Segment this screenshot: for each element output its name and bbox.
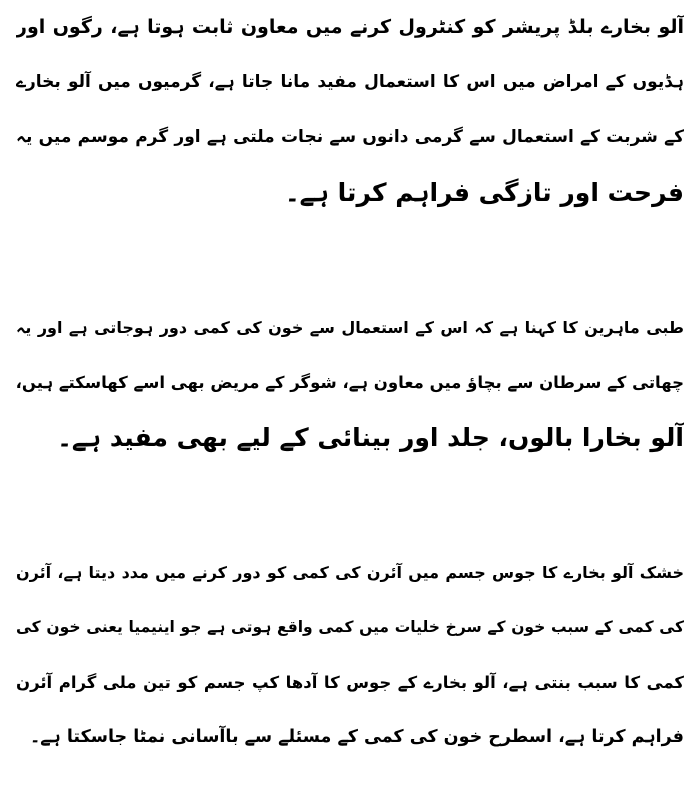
paragraph-line: فراہم کرتا ہے، اسطرح خون کی کمی کے مسئلے سے باآسانی نمٹا جاسکتا ہے۔: [30, 727, 684, 747]
paragraph-line: ہڈیوں کے امراض میں اس کا استعمال مفید مانا جاتا ہے، گرمیوں میں آلو بخارے: [16, 72, 684, 92]
paragraph-2: [16, 300, 684, 465]
paragraph-line: کمی کا سبب بنتی ہے، آلو بخارے کے جوس کا آدھا کپ جسم کو تین ملی گرام آئرن: [16, 673, 684, 692]
paragraph-3: [16, 545, 684, 765]
paragraph-line: طبی ماہرین کا کہنا ہے کہ اس کے استعمال سے خون کی کمی دور ہوجاتی ہے اور یہ: [16, 318, 684, 337]
paragraph-1: [16, 0, 684, 220]
paragraph-line: آلو بخارا بالوں، جلد اور بینائی کے لیے بھی مفید ہے۔: [57, 423, 684, 452]
paragraph-line: کے شربت کے استعمال سے گرمی دانوں سے نجات ملتی ہے اور گرم موسم میں یہ: [16, 127, 684, 147]
paragraph-line: خشک آلو بخارے کا جوس جسم میں آئرن کی کمی کو دور کرنے میں مدد دیتا ہے، آئرن: [16, 563, 684, 582]
paragraph-line: چھاتی کے سرطان سے بچاؤ میں معاون ہے، شوگر کے مریض بھی اسے کھاسکتے ہیں،: [16, 373, 684, 392]
paragraph-line: فرحت اور تازگی فراہم کرتا ہے۔: [285, 178, 684, 207]
paragraph-line: کی کمی کے سبب خون کے سرخ خلیات میں کمی واقع ہوتی ہے جو اینیمیا یعنی خون کی: [16, 618, 684, 636]
paragraph-line: آلو بخارے بلڈ پریشر کو کنٹرول کرنے میں معاون ثابت ہوتا ہے، رگوں اور: [16, 16, 684, 38]
